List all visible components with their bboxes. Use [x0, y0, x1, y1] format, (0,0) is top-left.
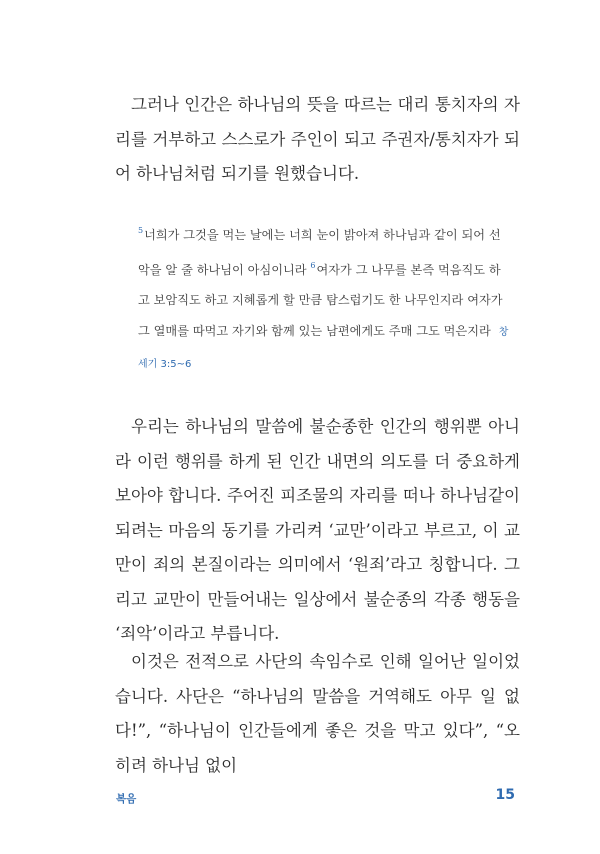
verse-number-5: 5 — [138, 226, 144, 235]
running-footer-label: 복음 — [116, 793, 137, 805]
verse-6-text: 여자가 그 나무를 본즉 먹음직도 하고 보암직도 하고 지혜롭게 할 만큼 탐스럽기도 한 나무인지라 여자가 그 열매를 따먹고 자기와 함께 있는 남편에게도 주매 그도 먹은지라 — [138, 262, 503, 338]
page-number: 15 — [495, 787, 515, 803]
verse-5-text: 너희가 그것을 먹는 날에는 너희 눈이 밝아져 하나님과 같이 되어 선악을 알 줄 하나님이 아심이니라 — [138, 228, 501, 277]
paragraph-pride: 우리는 하나님의 말씀에 불순종한 인간의 행위뿐 아니라 이런 행위를 하게 된 인간 내면의 의도를 더 중요하게 보아야 합니다. 주어진 피조물의 자리를 떠나 하나님같이 되려는 마음의 동기를 가리켜 ‘교만’이라고 부르고, 이 교만이 죄의 본질이라는 의미에서 ‘원죄’라고 칭합니다. 그리고 교만이 만들어내는 일상에서 불순종의 각종 행동을 ‘죄악’이라고 부릅니다. — [115, 417, 520, 643]
scripture-quote — [138, 216, 510, 381]
paragraph-deception: 이것은 전적으로 사단의 속임수로 인해 일어난 일이었습니다. 사단은 “하나님의 말씀을 거역해도 아무 일 없다!”, “하나님이 인간들에게 좋은 것을 막고 있다”, “오히려 하나님 없이 — [115, 652, 520, 775]
paragraph-intro: 그러나 인간은 하나님의 뜻을 따르는 대리 통치자의 자리를 거부하고 스스로가 주인이 되고 주권자/통치자가 되어 하나님처럼 되기를 원했습니다. — [115, 95, 520, 183]
verse-number-6: 6 — [310, 260, 316, 270]
scripture-reference: 창세기 3:5~6 — [138, 326, 509, 371]
